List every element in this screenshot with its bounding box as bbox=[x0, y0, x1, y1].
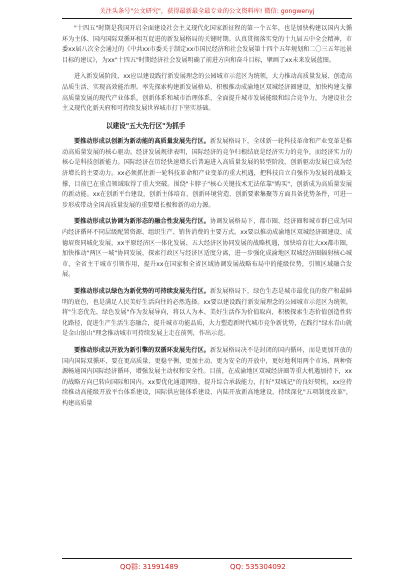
paragraph-lead: 要推动形成以绿色为新优势的可持续发展先行区。 bbox=[74, 287, 210, 295]
qq-group-number: QQ群: 31991489 bbox=[120, 563, 179, 571]
paragraph-body: 新发展格局决不是封闭的国内循环，而是更加开放的国内国际双循环，要在更高质量、更稳平衡、更加主动、更为安全的开放中，更好地利用两个市场、两种资源畅通国内国际经济循环，增强发展主动权和安全性。目前，在成渝地区双城经济圈等重大机遇加持下，xx的战略方向已转向国际和国内。xx要优化通道网络，提升综合承载能力，打好"双城记"的良好契机，xx应持续推动高能级开放平台体系建设，国际供应链体系建设、内陆开放新高地建设，持续深化"五项制度改革"，构建高质量 bbox=[62, 346, 352, 407]
paragraph-green bbox=[62, 287, 352, 340]
paragraph-innovation bbox=[62, 137, 352, 211]
header-banner: 关注头条号"公文研究"，获得最新最全最专业的公文资料库! 微信: gongwenyj bbox=[62, 6, 352, 19]
paragraph-coordination bbox=[62, 217, 352, 281]
intro-paragraph-1: "十四五"时期是我国开启全面建设社会主义现代化国家新征程的第一个五年，也是加快构建以国内大循环为主体、国内国际双循环相互促进的新发展格局的关键时期。认真贯彻落实党的十九届五中全会精神，市委xx届八次全会通过的《中共xx市委关于制定xx市国民经济和社会发展第十四个五年规划和二〇三五年远景目标的建议》，为xx"十四五"时期经济社会发展明确了前进方向和奋斗目标，擘画了xx未来发展蓝图。 bbox=[62, 25, 352, 64]
paragraph-body: 新发展格局下，绿色生态是城市最优良的资产和最鲜明的底色，也是满足人民美好生活向往的必然选择。xx要以建设践行新发展理念的公园城市示范区为统领，将"生态优先、绿色发展"作为发展导向，将以人为本、美好生活作为价值取向，积极探索生态价值创造性转化路径，促进生产生活生态融合，提升城市功能品质，大力塑造新时代城市竞争新优势，在践行"绿水青山就是金山银山"理念推动城市可持续发展上走在前列，作出示范。 bbox=[62, 287, 352, 338]
qq-number: QQ: 535304092 bbox=[230, 563, 286, 571]
paragraph-openness bbox=[62, 346, 352, 410]
section-heading: 以建设"五大先行区"为抓手 bbox=[106, 121, 186, 130]
paragraph-lead: 要推动形成以开放为新引擎的双循环发展先行区。 bbox=[74, 346, 210, 354]
paragraph-lead: 要推动形成以协调为新形态的融合性发展先行区。 bbox=[74, 218, 210, 226]
document-body bbox=[62, 24, 352, 416]
paragraph-lead: 要推动形成以创新为新动能的高质量发展先行区。 bbox=[74, 138, 210, 146]
paragraph-body: 新发展格局下，全球新一轮科技革命和产业变革是推动高质量发展的核心驱动。经济发展规律表明，国际经济的竞争归根结底是经济实力的竞争，而经济实力的核心是科技创新能力。国际经济在历经快速增长后普遍进入高质量发展的转型阶段，创新驱动发展已成为经济增长的主要动力。xx必须抓住新一轮科技革命和产业变革的重大机遇，把科技自立自强作为发展的战略支撑，目前已在重点领域取得了重大突破。围绕"卡脖子"核心关键技术无法依靠"购买"，创新成为高质量发展的新动能。xx在创新平台建设、创新主体培育、创新环境营造、创新要素集聚等方面具备优势条件，可进一步形成带动全国高质量发展的重要增长极和新的动力源。 bbox=[62, 138, 352, 209]
paragraph-body: 协调发展格局下，都市圈、经济圈和城市群已成为国内经济循环不同层级配置资源、组织生产、销售消费的主要方式。xx要以推动成渝地区双城经济圈建设、成德眉资同城化发展、xx平原经济区一体化发展、五大经济区协同发展的战略机遇，加快培育壮大xx都市圈，加快推动"两区一城"协同发展，探索行政区与经济区适度分离，进一步强化成渝地区双城经济圈辐射核心城市、全省主干城市引领作用，提升xx在国家和全省区域协调发展战略布局中的能级位势，引领区域融合发展。 bbox=[62, 218, 352, 279]
intro-paragraph-2: 进入新发展阶段，xx应以建设践行新发展理念的公园城市示范区为统领，大力推动高质量发展、创造高品质生活、实现高效能治理。率先探索构建新发展格局，积极推动成渝地区双城经济圈建设，加快构建支撑高质量发展的现代产业体系，创新体系和城市治理体系，全面提升城市发展能级和综合竞争力，为建设社会主义现代化新天府和可持续发展世界城市打下坚实基础。 bbox=[62, 73, 352, 113]
footer-bar bbox=[62, 558, 352, 573]
